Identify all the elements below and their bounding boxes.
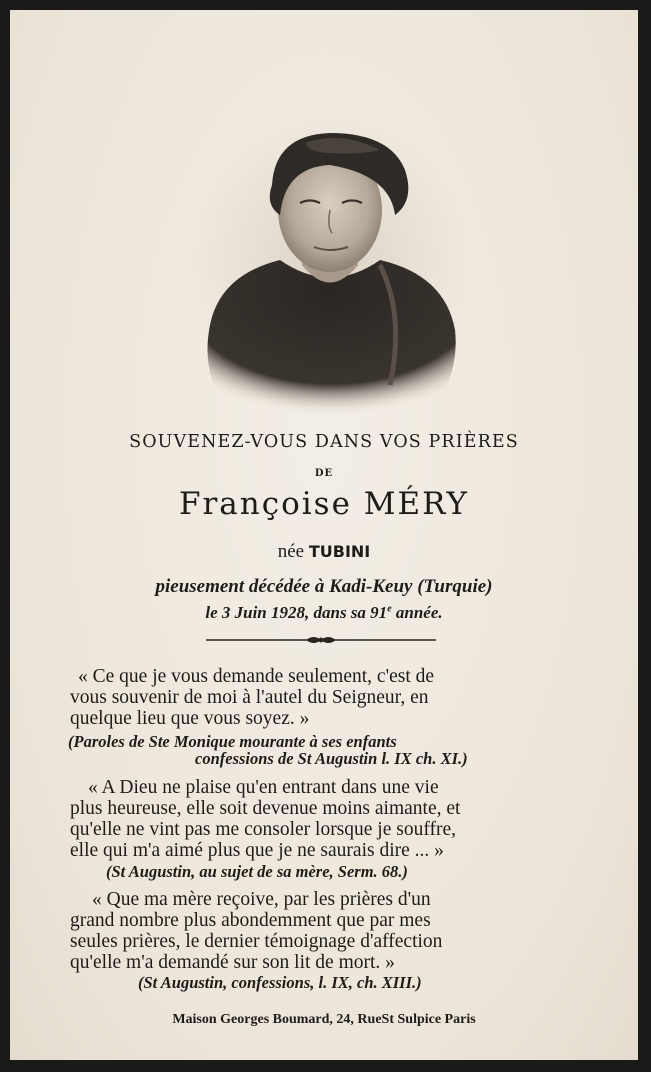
quote-1-citation-line-2: confessions de St Augustin l. IX ch. XI.) [195,749,468,768]
quote-2-line-1: « A Dieu ne plaise qu'en entrant dans une vie [88,777,439,798]
maiden-name-line [10,541,638,563]
death-place-line: pieusement décédée à Kadi-Keuy (Turquie) [155,576,493,597]
death-date-line [10,603,638,623]
quote-2-citation: (St Augustin, au sujet de sa mère, Serm. 68.) [106,862,408,881]
portrait-photo [190,115,470,415]
ordinal-suffix: e [387,603,392,615]
quote-2-line-4: elle qui m'a aimé plus que je ne saurais dire ... » [70,840,444,861]
nee-prefix: née [277,541,305,562]
quote-1 [70,666,580,729]
ornamental-divider [206,633,436,647]
quote-1-line-1: « Ce que je vous demande seulement, c'est de [78,666,435,687]
prayer-header: SOUVENEZ-VOUS DANS VOS PRIÈRES [129,432,519,452]
memorial-card [10,10,638,1060]
quote-1-line-2: vous souvenir de moi à l'autel du Seigneur, en [70,687,429,708]
quote-3-line-4: qu'elle m'a demandé sur son lit de mort. » [70,952,395,973]
quote-2-line-2: plus heureuse, elle soit devenue moins aimante, et [70,798,461,819]
quote-3-line-1: « Que ma mère reçoive, par les prières d'un [92,889,431,910]
de-label: DE [314,468,334,479]
printer-footer: Maison Georges Boumard, 24, RueSt Sulpice Paris [172,1012,476,1027]
quote-3-line-3: seules prières, le dernier témoignage d'affection [70,931,443,952]
quote-2 [70,777,580,861]
quote-1-line-3: quelque lieu que vous soyez. » [70,708,310,729]
quote-3-line-2: grand nombre plus abondemment que par mes [70,910,431,931]
death-date-text: le 3 Juin 1928, dans sa 91 [205,603,388,622]
quote-3-citation: (St Augustin, confessions, l. IX, ch. XIII.) [138,973,422,992]
quote-1-citation-line-1: (Paroles de Ste Monique mourante à ses enfants [68,732,397,751]
quote-2-line-3: qu'elle ne vint pas me consoler lorsque je souffre, [70,819,457,840]
quote-3 [70,889,580,973]
deceased-name: Françoise MÉRY [178,486,470,522]
portrait-illustration [190,115,470,415]
death-date-tail: année. [391,603,443,622]
maiden-name: TUBINI [308,542,371,561]
